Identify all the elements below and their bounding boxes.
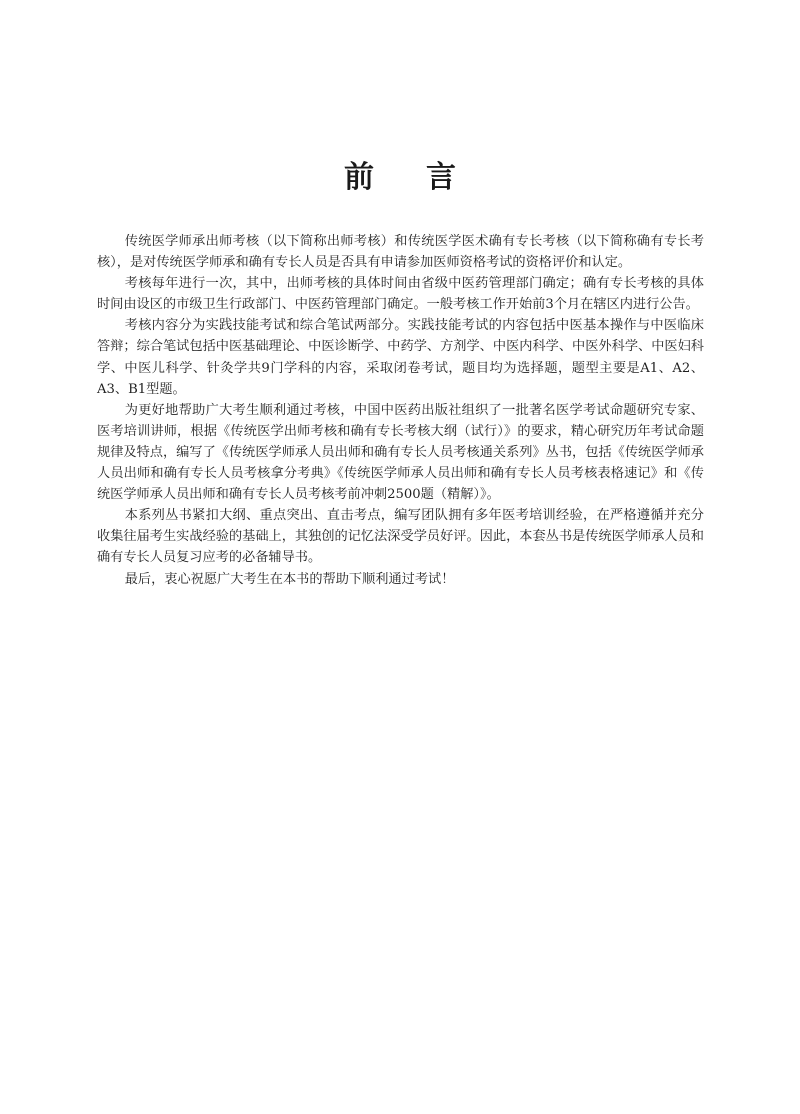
paragraph-exam-definition: 传统医学师承出师考核（以下简称出师考核）和传统医学医术确有专长考核（以下简称确有专长考核），是对传统医学师承和确有专长人员是否具有申请参加医师资格考试的资格评价和认定。 <box>97 234 704 271</box>
paragraph-exam-content: 考核内容分为实践技能考试和综合笔试两部分。实践技能考试的内容包括中医基本操作与中医临床答辩；综合笔试包括中医基础理论、中医诊断学、中药学、方剂学、中医内科学、中医外科学、中医妇科学、中医儿科学、针灸学共9门学科的内容，采取闭卷考试，题目均为选择题，题型主要是A1、A2、A3、B1型题。 <box>97 318 704 397</box>
page-title <box>0 152 800 196</box>
paragraph-series-features: 本系列丛书紧扣大纲、重点突出、直击考点，编写团队拥有多年医考培训经验，在严格遵循并充分收集往届考生实战经验的基础上，其独创的记忆法深受学员好评。因此，本套丛书是传统医学师承人员和确有专长人员复习应考的必备辅导书。 <box>97 508 704 566</box>
title-char-1: 前 <box>344 160 374 195</box>
paragraph-book-series: 为更好地帮助广大考生顺利通过考核，中国中医药出版社组织了一批著名医学考试命题研究专家、医考培训讲师，根据《传统医学出师考核和确有专长考核大纲（试行）》的要求，精心研究历年考试命题规律及特点，编写了《传统医学师承人员出师和确有专长人员考核通关系列》丛书，包括《传统医学师承人员出师和确有专长人员考核拿分考典》《传统医学师承人员出师和确有专长人员考核表格速记》和《传统医学师承人员出师和确有专长人员考核考前冲刺2500题（精解）》。 <box>97 402 704 503</box>
paragraph-closing-wish: 最后，衷心祝愿广大考生在本书的帮助下顺利通过考试！ <box>124 571 455 587</box>
preface-body <box>97 231 704 590</box>
paragraph-exam-schedule: 考核每年进行一次，其中，出师考核的具体时间由省级中医药管理部门确定；确有专长考核的具体时间由设区的市级卫生行政部门、中医药管理部门确定。一般考核工作开始前3个月在辖区内进行公告。 <box>97 276 704 313</box>
title-char-2: 言 <box>426 160 456 195</box>
